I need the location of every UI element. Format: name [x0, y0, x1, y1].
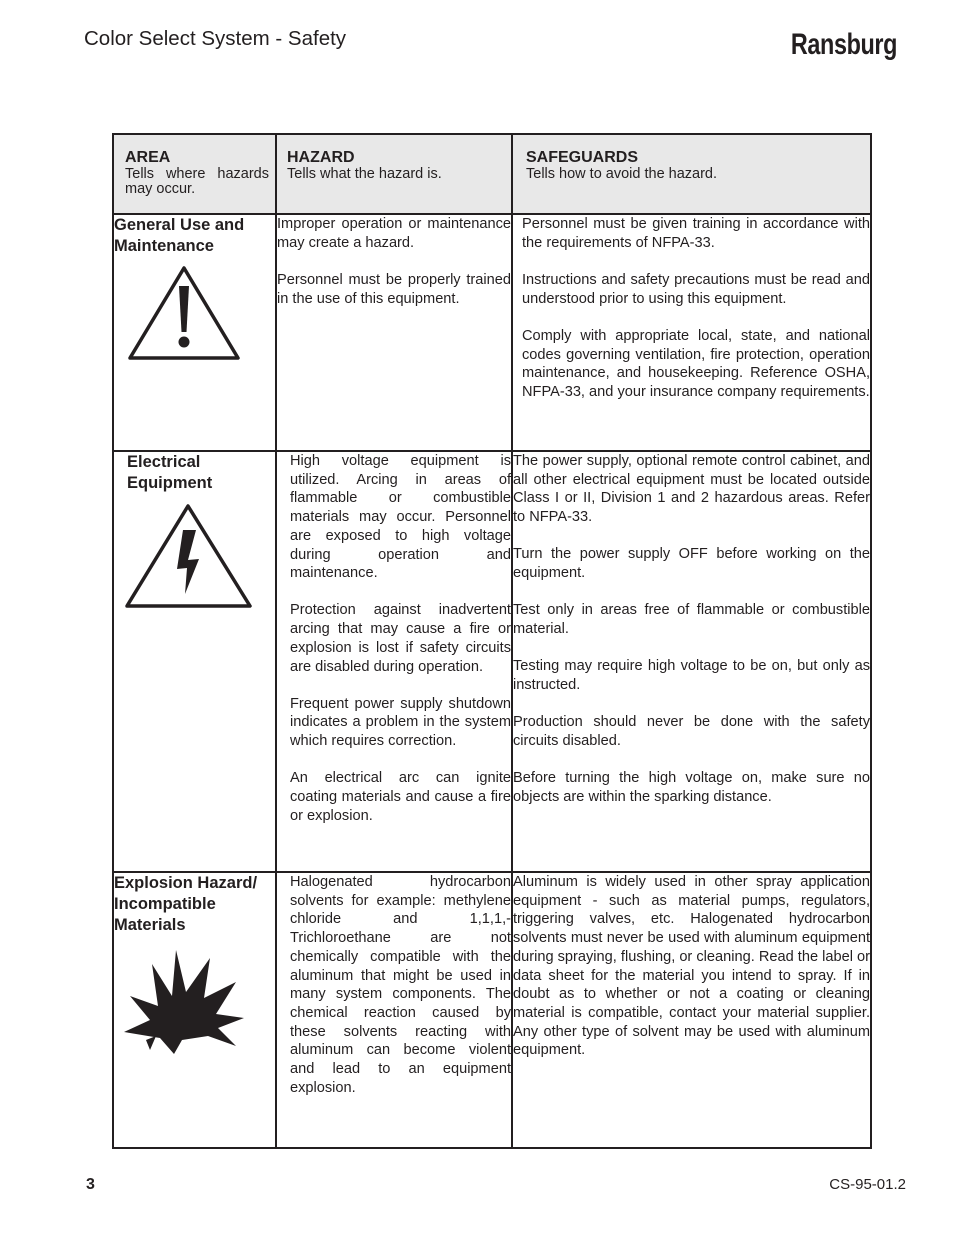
hazard-text: Personnel must be properly trained in the use of this equipment.	[277, 271, 511, 307]
hazard-text: Protection against inadvertent arcing that may cause a fire or explosion is lost if safety circuits are disabled during operation.	[290, 602, 511, 675]
area-label: Explosion Hazard/ Incompatible Materials	[114, 874, 258, 934]
hazard-text: Halogenated hydrocarbon solvents for example: methylene chloride and 1,1,1,-Trichloroethane are not chemically compatible with the aluminum that might be used in many system components. The chemical reaction caused by these solvents reacting with aluminum can become violent and lead to an equipment explosion.	[290, 874, 511, 1096]
explosion-icon	[120, 944, 250, 1059]
safeguards-cell	[512, 214, 871, 451]
area-cell	[113, 872, 276, 1148]
table-row	[113, 872, 871, 1148]
page-header-title: Color Select System - Safety	[84, 27, 347, 50]
safeguard-text: Turn the power supply OFF before working on the equipment.	[513, 546, 870, 582]
page-number: 3	[86, 1176, 95, 1193]
warning-exclamation-icon	[126, 264, 246, 364]
table-row	[113, 451, 871, 872]
area-label: General Use and Maintenance	[114, 216, 245, 255]
hazard-cell	[276, 872, 512, 1148]
document-code: CS-95-01.2	[829, 1176, 906, 1193]
hazard-cell	[276, 451, 512, 872]
safeguard-text: Testing may require high voltage to be on, but only as instructed.	[513, 658, 870, 693]
safeguards-cell	[512, 451, 871, 872]
safeguard-text: Personnel must be given training in accordance with the requirements of NFPA-33.	[522, 216, 870, 251]
area-cell	[113, 451, 276, 872]
column-header-area: AREA Tells where hazards may occur.	[113, 134, 276, 214]
safeguard-text: Aluminum is widely used in other spray application equipment - such as material pumps, regulators, triggering valves, etc. Halogenated hydrocarbon solvents must never be used with aluminum equipment during spraying, flushing, or cleaning. Read the label or data sheet for the material you intend to spray. If in doubt as to whether or not a coating or cleaning material is compatible, contact your material supplier. Any other type of solvent may be used with aluminum equipment.	[513, 874, 870, 1059]
table-header-row	[113, 134, 871, 214]
safeguard-text: Production should never be done with the safety circuits disabled.	[513, 714, 870, 749]
safeguard-text: The power supply, optional remote control cabinet, and all other electrical equipment must be located outside Class I or II, Division 1 and 2 hazardous areas. Refer to NFPA-33.	[513, 453, 870, 526]
hazard-text: An electrical arc can ignite coating materials and cause a fire or explosion.	[290, 770, 511, 824]
safeguard-text: Instructions and safety precautions must be read and understood prior to using this equipment.	[522, 271, 870, 307]
high-voltage-icon	[125, 502, 255, 612]
safeguard-text: Comply with appropriate local, state, and national codes governing ventilation, fire protection, operation maintenance, and housekeeping. Reference OSHA, NFPA-33, and your insurance company requirements.	[522, 327, 870, 400]
safety-table	[112, 133, 872, 1149]
safeguard-text: Before turning the high voltage on, make sure no objects are within the sparking distance.	[513, 769, 870, 805]
safeguard-text: Test only in areas free of flammable or combustible material.	[513, 602, 870, 637]
table-row	[113, 214, 871, 451]
area-cell	[113, 214, 276, 451]
hazard-text: Improper operation or maintenance may create a hazard.	[277, 216, 511, 251]
hazard-text: High voltage equipment is utilized. Arcing in areas of flammable or combustible materials may occur. Personnel are exposed to high voltage during operation and maintenance.	[290, 453, 511, 582]
column-header-safeguards: SAFEGUARDS Tells how to avoid the hazard.	[512, 134, 871, 214]
hazard-cell	[276, 214, 512, 451]
area-label: Electrical Equipment	[127, 453, 213, 492]
column-header-hazard: HAZARD Tells what the hazard is.	[276, 134, 512, 214]
hazard-text: Frequent power supply shutdown indicates a problem in the system which requires correction.	[290, 695, 511, 750]
brand-logo: Ransburg	[790, 28, 897, 61]
safeguards-cell	[512, 872, 871, 1148]
